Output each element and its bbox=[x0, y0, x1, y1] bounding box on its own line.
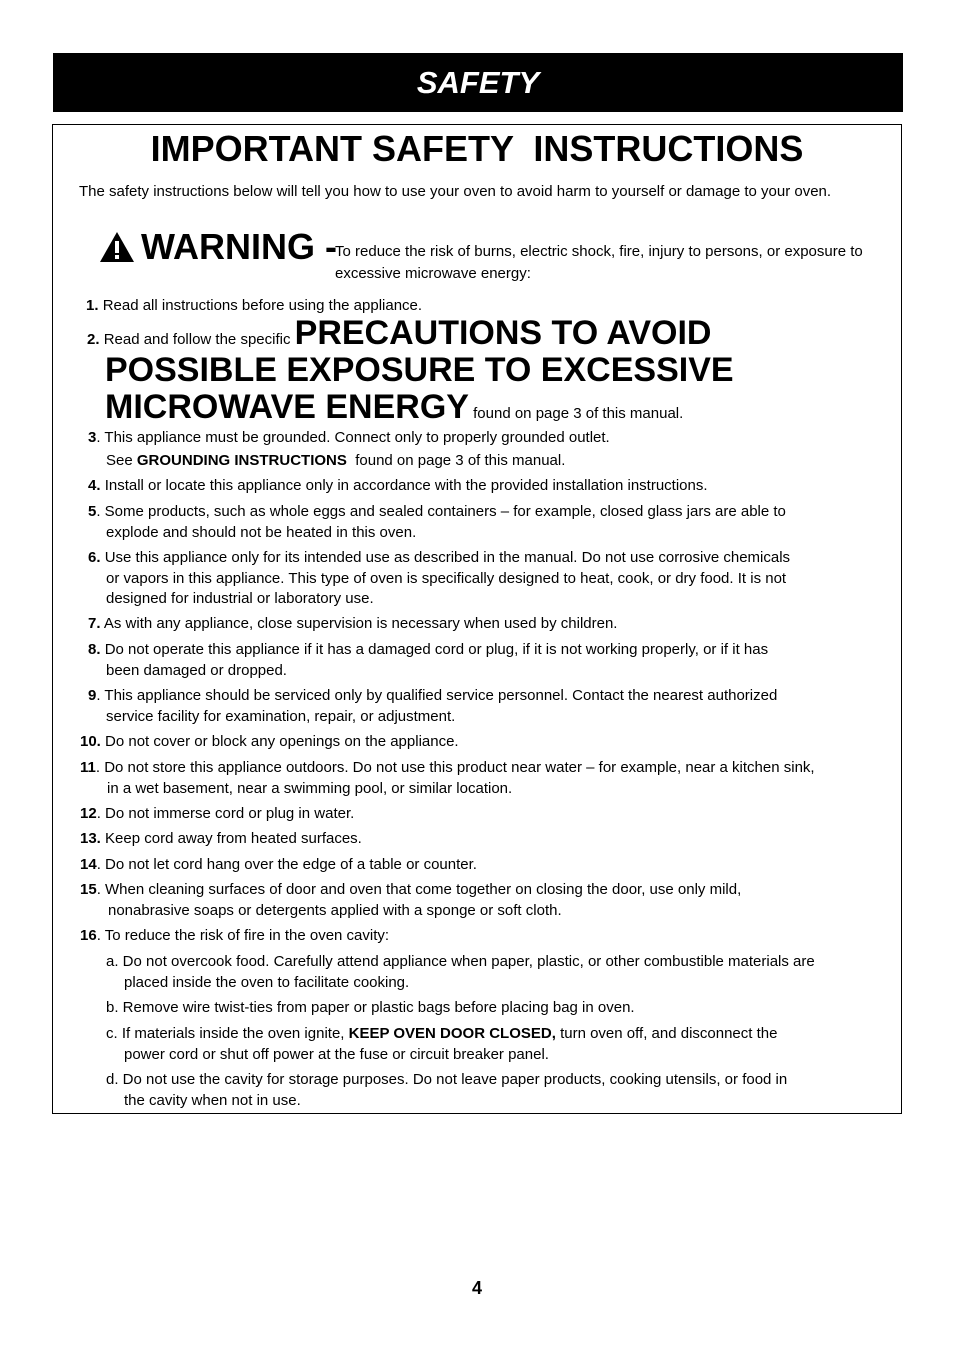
item-text: Do not cover or block any openings on the appliance. bbox=[105, 733, 459, 750]
sub-list-item bbox=[106, 998, 635, 1019]
item-text: As with any appliance, close supervision is necessary when used by children. bbox=[103, 615, 618, 632]
warning-word: WARNING - bbox=[141, 226, 337, 267]
sub-list-item bbox=[106, 952, 815, 993]
instructions-box bbox=[52, 124, 902, 1114]
item-text: Keep cord away from heated surfaces. bbox=[105, 830, 362, 847]
item-number: 3 bbox=[88, 429, 97, 446]
item-text: . To reduce the risk of fire in the oven cavity: bbox=[96, 927, 390, 944]
precautions-heading-line2: POSSIBLE EXPOSURE TO EXCESSIVE bbox=[105, 351, 734, 389]
item-text: Install or locate this appliance only in accordance with the provided installation instructions. bbox=[104, 477, 708, 494]
item-number: 1. bbox=[86, 297, 99, 314]
page-title: IMPORTANT SAFETY INSTRUCTIONS bbox=[150, 128, 804, 169]
list-item bbox=[80, 829, 362, 850]
item-number: 16 bbox=[80, 927, 97, 944]
item-text: . This appliance must be grounded. Connect only to properly grounded outlet. bbox=[96, 429, 610, 446]
item-number: 11 bbox=[80, 759, 96, 776]
list-item bbox=[80, 732, 459, 753]
item-number: 6. bbox=[88, 549, 101, 566]
list-item bbox=[88, 502, 786, 543]
section-banner: SAFETY bbox=[53, 53, 903, 112]
item-text: b. Remove wire twist-ties from paper or plastic bags before placing bag in oven. bbox=[106, 999, 635, 1016]
sub-list-item bbox=[106, 1070, 787, 1111]
item-text: power cord or shut off power at the fuse or circuit breaker panel. bbox=[124, 1045, 549, 1063]
item-text: nonabrasive soaps or detergents applied with a sponge or soft cloth. bbox=[108, 901, 562, 919]
warning-heading bbox=[99, 227, 337, 267]
sub-list-item bbox=[106, 1024, 777, 1065]
item-number: 7. bbox=[88, 615, 101, 632]
list-item bbox=[80, 880, 741, 921]
item-text: a. Do not overcook food. Carefully attend appliance when paper, plastic, or other combustible materials are bbox=[106, 953, 815, 970]
item-text: in a wet basement, near a swimming pool, or similar location. bbox=[107, 779, 513, 797]
item-text: d. Do not use the cavity for storage purposes. Do not leave paper products, cooking utensils, or food in bbox=[106, 1071, 788, 1088]
item-text: See bbox=[106, 451, 133, 469]
precautions-heading-line1: PRECAUTIONS TO AVOID bbox=[294, 314, 712, 352]
item-number: 5 bbox=[88, 503, 97, 520]
item-number: 10. bbox=[80, 733, 101, 750]
item-text: . Do not immerse cord or plug in water. bbox=[96, 805, 355, 822]
precautions-heading-line3: MICROWAVE ENERGY bbox=[105, 388, 469, 426]
list-item bbox=[80, 804, 354, 825]
item-text: found on page 3 of this manual. bbox=[355, 451, 566, 469]
item-text: the cavity when not in use. bbox=[124, 1091, 301, 1109]
list-item bbox=[88, 428, 610, 471]
item-text: . When cleaning surfaces of door and oven that come together on closing the door, use only mild, bbox=[96, 881, 742, 898]
warning-triangle-icon bbox=[99, 231, 135, 263]
item-number: 13. bbox=[80, 830, 101, 847]
item-text: Use this appliance only for its intended use as described in the manual. Do not use corrosive chemicals bbox=[104, 549, 791, 566]
item-text: Read and follow the specific bbox=[103, 331, 291, 348]
item-text: Do not operate this appliance if it has a damaged cord or plug, if it is not working properly, or if it has bbox=[104, 641, 769, 658]
grounding-instructions-ref: GROUNDING INSTRUCTIONS bbox=[136, 451, 347, 469]
item-text: c. If materials inside the oven ignite, bbox=[106, 1025, 345, 1042]
item-text: . Some products, such as whole eggs and sealed containers – for example, closed glass jars are able to bbox=[96, 503, 786, 520]
list-item bbox=[80, 855, 477, 876]
item-number: 14 bbox=[80, 856, 97, 873]
item-text: been damaged or dropped. bbox=[106, 661, 287, 679]
item-number: 4. bbox=[88, 477, 101, 494]
item-text: or vapors in this appliance. This type of oven is specifically designed to heat, cook, or dry food. It is not bbox=[106, 569, 787, 587]
keep-door-closed-text: KEEP OVEN DOOR CLOSED, bbox=[348, 1025, 556, 1042]
list-item bbox=[88, 640, 768, 681]
intro-text: The safety instructions below will tell you how to use your oven to avoid harm to yourself or damage to your oven. bbox=[79, 183, 832, 200]
item-text: explode and should not be heated in this oven. bbox=[106, 523, 417, 541]
item-number: 2. bbox=[87, 331, 100, 348]
item-number: 15 bbox=[80, 881, 97, 898]
item-text: found on page 3 of this manual. bbox=[473, 405, 684, 422]
item-number: 12 bbox=[80, 805, 97, 822]
list-item bbox=[80, 926, 389, 947]
item-text: . Do not store this appliance outdoors. Do not use this product near water – for example, near a kitchen sink, bbox=[95, 759, 815, 776]
item-text: Read all instructions before using the appliance. bbox=[102, 297, 423, 314]
list-item bbox=[88, 476, 708, 497]
item-text: placed inside the oven to facilitate cooking. bbox=[124, 973, 410, 991]
item-number: 9 bbox=[88, 687, 97, 704]
warning-text: To reduce the risk of burns, electric shock, fire, injury to persons, or exposure to excessive microwave energy: bbox=[335, 243, 863, 282]
item-text: turn oven off, and disconnect the bbox=[560, 1025, 778, 1042]
item-text: designed for industrial or laboratory use. bbox=[106, 590, 374, 607]
item-text: . Do not let cord hang over the edge of a table or counter. bbox=[96, 856, 477, 873]
list-item bbox=[88, 686, 777, 727]
list-item bbox=[87, 315, 867, 426]
item-text: . This appliance should be serviced only by qualified service personnel. Contact the nearest authorized bbox=[96, 687, 778, 704]
list-item bbox=[88, 548, 790, 610]
page-number: 4 bbox=[471, 1278, 482, 1298]
item-number: 8. bbox=[88, 641, 101, 658]
item-text: service facility for examination, repair, or adjustment. bbox=[106, 707, 456, 725]
list-item bbox=[88, 614, 617, 635]
list-item bbox=[80, 758, 815, 799]
